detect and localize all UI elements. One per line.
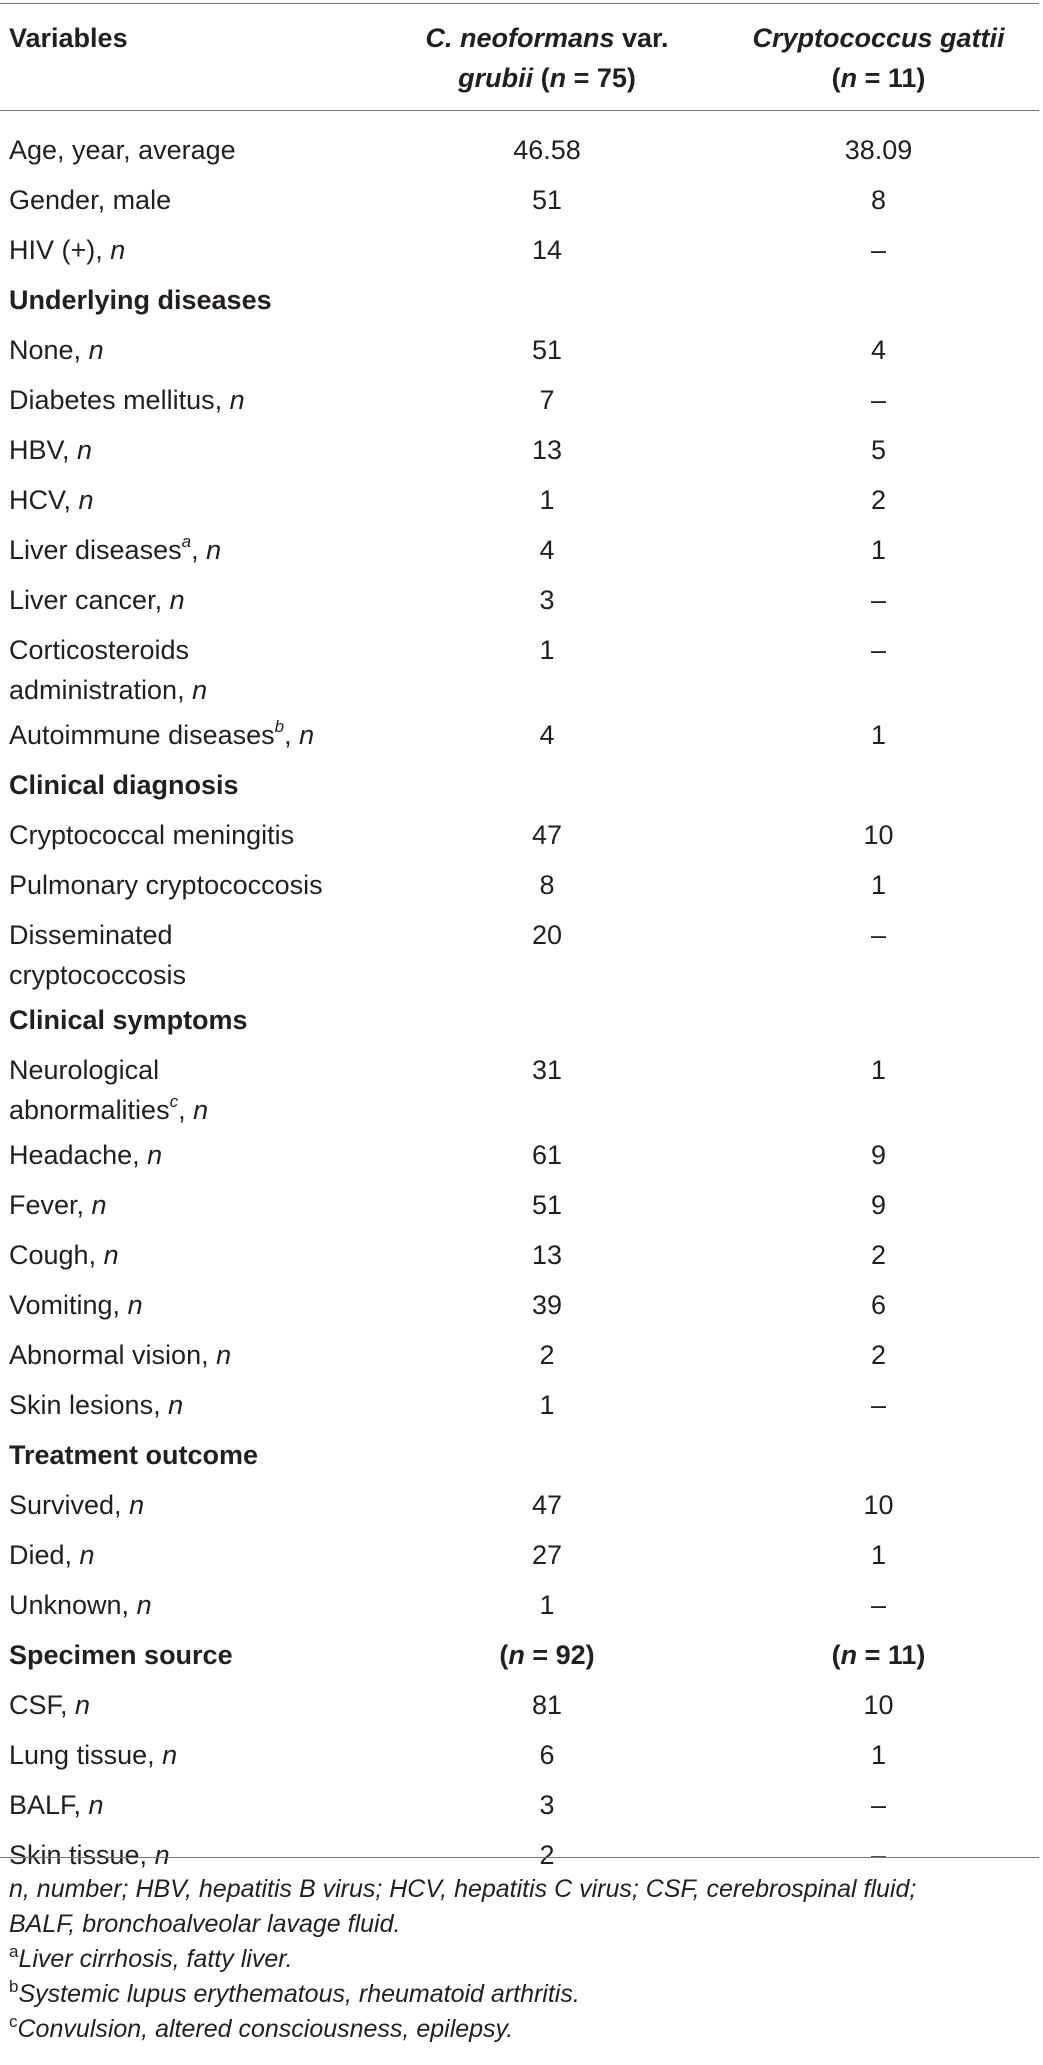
row-label: HIV (+), n [9,235,126,265]
value-neoformans: 51 [531,1190,563,1220]
value-neoformans: 2 [539,1840,555,1870]
value-neoformans: 81 [531,1690,563,1720]
value-gattii: 9 [870,1140,887,1170]
row-label: Lung tissue, n [9,1740,178,1770]
value-gattii: 1 [870,720,887,750]
value-gattii: 2 [870,485,887,515]
value-gattii: 6 [870,1290,887,1320]
section-label: Specimen source [9,1640,233,1670]
value-neoformans: 7 [539,385,555,415]
section-label: Underlying diseases [9,285,272,315]
row-label: Autoimmune diseases$^b$, n [9,717,315,750]
row-label: HBV, n [9,435,93,465]
table-row [0,1332,1040,1382]
row-label: Diabetes mellitus, n [9,385,245,415]
table-row [0,712,1040,762]
table-row [0,1382,1040,1432]
row-label: Unknown, n [9,1590,152,1620]
header-gattii: Cryptococcus gattii (n = 11) [752,23,1005,93]
value-neoformans: 46.58 [513,135,581,165]
header-variables: Variables [9,23,128,53]
row-label: Cough, n [9,1240,119,1270]
value-gattii: – [870,920,887,950]
value-neoformans: 47 [531,820,563,850]
value-neoformans: 2 [539,1340,555,1370]
table-row [0,1482,1040,1532]
value-neoformans: 3 [539,585,555,615]
data-table [0,127,1040,1882]
row-label: BALF, n [9,1790,104,1820]
row-label: Skin lesions, n [9,1390,184,1420]
value-gattii: – [870,1590,887,1620]
row-label: Skin tissue, n [9,1840,170,1870]
row-label: Liver diseases$^a$, n [9,532,222,565]
value-neoformans: 31 [531,1055,563,1085]
value-neoformans: 51 [531,335,563,365]
table-row [0,812,1040,862]
table-row [0,227,1040,277]
table-row [0,1782,1040,1832]
value-gattii: 10 [863,820,894,850]
row-label: Headache, n [9,1140,163,1170]
value-gattii: 2 [870,1240,887,1270]
table-row [0,1582,1040,1632]
row-label: Age, year, average [9,135,236,165]
value-gattii: – [870,1790,887,1820]
value-neoformans: 61 [531,1140,563,1170]
value-neoformans: 4 [539,720,555,750]
row-label: CSF, n [9,1690,91,1720]
table-row [0,1182,1040,1232]
table-row [0,1732,1040,1782]
row-label: Died, n [9,1540,95,1570]
value-gattii: 1 [870,1540,887,1570]
value-neoformans: 14 [531,235,563,265]
value-gattii: – [870,1390,887,1420]
row-label: Abnormal vision, n [9,1340,232,1370]
table-row [0,627,1040,712]
value-gattii: 1 [870,1055,887,1085]
row-label: HCV, n [9,485,94,515]
value-neoformans: 8 [539,870,555,900]
row-label: Cryptococcal meningitis [9,820,295,850]
specimen-count-neoformans: (n = 92) [499,1640,595,1670]
table-row [0,1682,1040,1732]
table-row [0,177,1040,227]
row-label: Gender, male [9,185,172,215]
value-gattii: 4 [870,335,887,365]
header-neoformans: C. neoformans var. grubii (n = 75) [425,23,669,93]
value-gattii: – [870,385,887,415]
footnote-a: $^a$Liver cirrhosis, fatty liver. [9,1942,293,1973]
table-row [0,127,1040,177]
row-label: Neurological abnormalities$^c$, n [9,1055,209,1125]
value-neoformans: 27 [531,1540,563,1570]
value-neoformans: 47 [531,1490,563,1520]
row-label: Corticosteroids administration, n [9,635,208,705]
footnote-marker: c [169,1092,179,1111]
value-neoformans: 13 [531,1240,563,1270]
footnote-marker: a [181,532,192,551]
value-neoformans: 13 [531,435,563,465]
header-rule [0,110,1039,111]
value-neoformans: 51 [531,185,563,215]
footnote-marker: b [274,717,285,736]
value-gattii: – [870,235,887,265]
section-label: Clinical diagnosis [9,770,239,800]
abbreviation-note: n, number; HBV, hepatitis B virus; HCV, hepatitis C virus; CSF, cerebrospinal fluid; [9,1875,917,1903]
value-gattii: 9 [870,1190,887,1220]
value-gattii: 8 [870,185,887,215]
section-heading [0,1632,1040,1682]
table-row [0,527,1040,577]
section-label: Clinical symptoms [9,1005,248,1035]
value-gattii: 5 [870,435,887,465]
value-gattii: 2 [870,1340,887,1370]
value-gattii: 1 [870,870,887,900]
table-row [0,912,1040,997]
row-label: Disseminated cryptococcosis [9,920,187,990]
top-rule [0,3,1039,4]
value-gattii: 1 [870,1740,887,1770]
value-neoformans: 1 [539,1590,555,1620]
value-neoformans: 20 [531,920,563,950]
value-neoformans: 1 [539,485,555,515]
section-heading [0,762,1040,812]
bottom-rule [0,1857,1039,1858]
footnote-c: $^c$Convulsion, altered consciousness, epilepsy. [9,2012,514,2043]
value-gattii: 1 [870,535,887,565]
table-row [0,377,1040,427]
table-row [0,1132,1040,1182]
value-neoformans: 39 [531,1290,563,1320]
section-label: Treatment outcome [9,1440,259,1470]
table-row [0,862,1040,912]
table-row [0,1047,1040,1132]
footnote-b: $^b$Systemic lupus erythematous, rheumatoid arthritis. [9,1977,580,2008]
section-heading [0,277,1040,327]
value-gattii: – [870,635,887,665]
value-neoformans: 3 [539,1790,555,1820]
section-heading [0,1432,1040,1482]
value-gattii: 10 [863,1490,894,1520]
value-neoformans: 1 [539,1390,555,1420]
table-row [0,577,1040,627]
value-gattii: 10 [863,1690,894,1720]
table-row [0,1232,1040,1282]
abbreviation-note-cont: BALF, bronchoalveolar lavage fluid. [9,1910,401,1938]
value-gattii: – [870,585,887,615]
table-row [0,1282,1040,1332]
value-neoformans: 1 [539,635,555,665]
row-label: None, n [9,335,104,365]
row-label: Fever, n [9,1190,107,1220]
section-heading [0,997,1040,1047]
table-row [0,1532,1040,1582]
table-row [0,427,1040,477]
value-neoformans: 4 [539,535,555,565]
row-label: Liver cancer, n [9,585,185,615]
value-neoformans: 6 [539,1740,555,1770]
row-label: Survived, n [9,1490,145,1520]
table-row [0,477,1040,527]
table-footnotes [9,1872,1039,2047]
table-row [0,327,1040,377]
specimen-count-gattii: (n = 11) [831,1640,926,1670]
row-label: Pulmonary cryptococcosis [9,870,323,900]
value-gattii: 38.09 [844,135,913,165]
row-label: Vomiting, n [9,1290,143,1320]
value-gattii: – [870,1840,887,1870]
